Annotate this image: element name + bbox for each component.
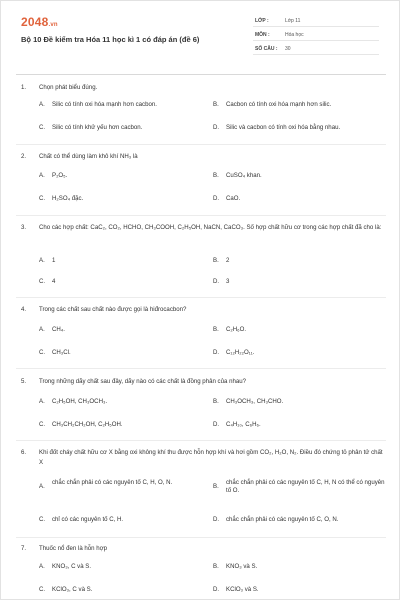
option-letter: C. [39, 586, 46, 593]
question-text: Chọn phát biểu đúng. [39, 84, 98, 91]
meta-row-count [253, 43, 379, 55]
question-7 [21, 544, 386, 600]
option-text: KClO₃ và S. [226, 586, 259, 593]
option-text: Silic có tính oxi hóa mạnh hơn cacbon. [52, 101, 157, 108]
question-4 [21, 305, 386, 365]
option-text: chắc chắn phải có các nguyên tố C, H, N có thể có nguyên tố O. [226, 479, 385, 494]
meta-row-subject [253, 29, 379, 41]
question-stem [21, 448, 386, 467]
option-letter: D. [213, 421, 220, 428]
option-text: 3 [226, 278, 230, 285]
header-divider [16, 74, 386, 75]
option-letter: D. [213, 586, 220, 593]
question-divider [16, 537, 386, 538]
option-text: CH₃OCH₃, CH₃CHO. [226, 398, 284, 405]
option-text: CH₃CH₂CH₂OH, C₂H₅OH. [52, 421, 123, 428]
option-letter: D. [213, 195, 220, 202]
option-text: Silic có tính khử yếu hơn cacbon. [52, 124, 143, 131]
question-stem [21, 223, 386, 233]
option-letter: C. [39, 421, 46, 428]
question-number: 2. [21, 153, 27, 160]
option-letter: C. [39, 278, 46, 285]
option-text: 4 [52, 278, 56, 285]
meta-value: 30 [285, 46, 291, 52]
question-3 [21, 223, 386, 293]
question-stem [21, 305, 386, 315]
option-text: 2 [226, 257, 230, 264]
question-divider [16, 144, 386, 145]
option-text: CuSO₄ khan. [226, 172, 262, 179]
option-letter: B. [213, 326, 219, 333]
option-letter: A. [39, 398, 45, 405]
option-letter: C. [39, 195, 46, 202]
option-letter: B. [213, 563, 219, 570]
option-letter: A. [39, 483, 45, 490]
option-text: KNO₃, C và S. [52, 563, 92, 570]
option-letter: A. [39, 563, 45, 570]
option-letter: B. [213, 257, 219, 264]
option-text: P₂O₅. [52, 172, 68, 179]
option-text: chắc chắn phải có các nguyên tố C, H, O, N. [52, 479, 173, 486]
worksheet-header [1, 1, 400, 63]
meta-value: Hóa học [285, 32, 304, 38]
meta-label: SỐ CÂU : [255, 46, 278, 52]
question-divider [16, 215, 386, 216]
option-letter: B. [213, 398, 219, 405]
option-text: H₂SO₄ đặc. [52, 195, 84, 202]
option-text: C₂H₆O. [226, 326, 247, 333]
option-letter: D. [213, 124, 220, 131]
question-5 [21, 377, 386, 437]
site-logo[interactable] [21, 15, 58, 29]
question-number: 1. [21, 84, 27, 91]
option-letter: C. [39, 124, 46, 131]
option-text: KNO₃ và S. [226, 563, 258, 570]
question-stem [21, 377, 386, 387]
question-1 [21, 83, 386, 143]
question-number: 7. [21, 545, 27, 552]
option-letter: D. [213, 278, 220, 285]
question-number: 4. [21, 306, 27, 313]
question-text: Chất có thể dùng làm khô khí NH₃ là [39, 153, 138, 160]
option-text: 1 [52, 257, 56, 264]
meta-value: Lớp 11 [285, 18, 301, 24]
option-letter: A. [39, 326, 45, 333]
page-title: Bộ 10 Đề kiểm tra Hóa 11 học kì 1 có đáp án (đề 6) [21, 35, 200, 44]
question-text: Trong những dãy chất sau đây, dãy nào có các chất là đồng phân của nhau? [39, 378, 247, 385]
option-letter: B. [213, 483, 219, 490]
option-letter: B. [213, 101, 219, 108]
option-letter: A. [39, 101, 45, 108]
question-number: 3. [21, 224, 27, 231]
option-letter: B. [213, 172, 219, 179]
question-stem [21, 152, 386, 162]
logo-main: 2048 [21, 15, 49, 29]
question-number: 5. [21, 378, 27, 385]
option-text: CaO. [226, 195, 241, 202]
question-stem [21, 83, 386, 93]
option-text: Cacbon có tính oxi hóa mạnh hơn silic. [226, 101, 332, 108]
option-text: chỉ có các nguyên tố C, H. [52, 516, 124, 523]
question-stem [21, 544, 386, 554]
question-text: Thuốc nổ đen là hỗn hợp [39, 545, 108, 552]
meta-label: MÔN : [255, 32, 270, 38]
option-letter: A. [39, 257, 45, 264]
question-divider [16, 440, 386, 441]
option-text: C₂H₅OH, CH₃OCH₃. [52, 398, 108, 405]
option-text: C₄H₁₀, C₆H₆. [226, 421, 261, 428]
question-text: Khi đốt cháy chất hữu cơ X bằng oxi không khí thu được hỗn hợp khí và hơi gồm CO₂, H₂O, N₂. Điều đó chứng tỏ phân tử chất X [39, 449, 383, 466]
option-text: CH₃Cl. [52, 349, 71, 356]
meta-row-class [253, 15, 379, 27]
option-text: chắc chắn phải có các nguyên tố C, O, N. [226, 516, 339, 523]
logo-suffix: .vn [48, 22, 58, 28]
question-divider [16, 368, 386, 369]
option-letter: A. [39, 172, 45, 179]
option-text: Silic và cacbon có tính oxi hóa bằng nhau. [226, 124, 341, 131]
option-letter: D. [213, 516, 220, 523]
option-text: KClO₃, C và S. [52, 586, 93, 593]
option-text: CH₄. [52, 326, 65, 333]
option-letter: C. [39, 349, 46, 356]
question-text: Trong các chất sau chất nào được gọi là hiđrocacbon? [39, 306, 187, 313]
option-letter: D. [213, 349, 220, 356]
question-6 [21, 448, 386, 538]
option-text: C₁₂H₂₂O₁₁. [226, 349, 255, 356]
question-2 [21, 152, 386, 212]
question-number: 6. [21, 449, 27, 456]
question-divider [16, 297, 386, 298]
question-text: Cho các hợp chất: CaC₂, CO₂, HCHO, CH₃COOH, C₂H₅OH, NaCN, CaCO₃. Số hợp chất hữu cơ trong các hợp chất đã cho là: [39, 224, 382, 231]
meta-label: LỚP : [255, 18, 269, 24]
option-letter: C. [39, 516, 46, 523]
